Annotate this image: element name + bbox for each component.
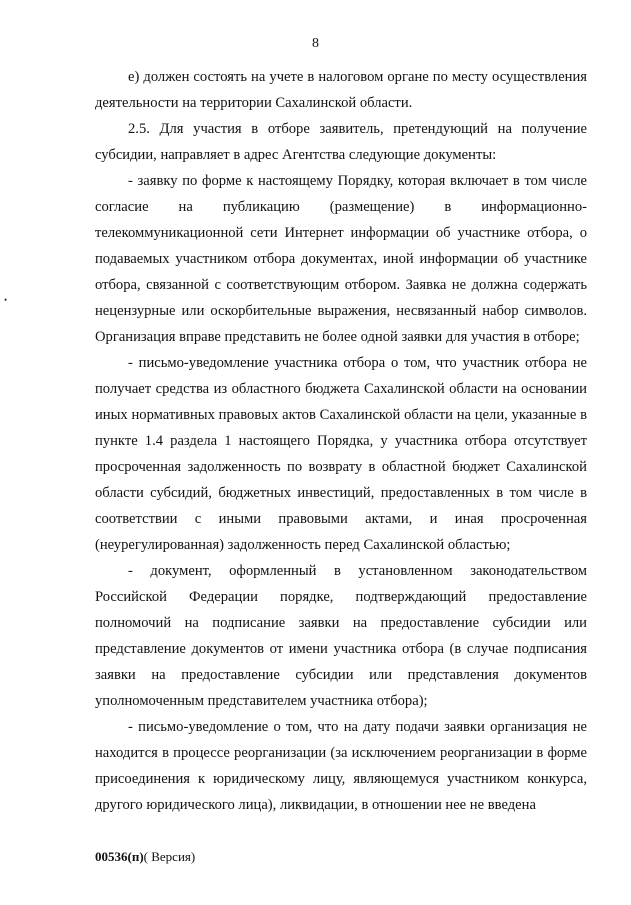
paragraph-reorganization-notice: - письмо-уведомление о том, что на дату подачи заявки организация не находится в процессе реорганизации (за исключением реорганизации в форме присоединения к юридическому лицу, являющемуся участником конкурса, другого юридического лица), ликвидации, в отношении нее не введена xyxy=(95,719,587,813)
paragraph-notice-letter: - письмо-уведомление участника отбора о том, что участник отбора не получает средства из областного бюджета Сахалинской области на основании иных нормативных правовых актов Сахалинской области на цели, указанные в пункте 1.4 раздела 1 настоящего Порядка, у участника отбора отсутствует просроченная задолженность по возврату в областной бюджет Сахалинской области субсидий, бюджетных инвестиций, предоставленных в том числе в соответствии с иными правовыми актами, и иная просроченная (неурегулированная) задолженность перед Сахалинской областью; xyxy=(95,355,587,553)
document-code: 00536(п) xyxy=(95,849,144,864)
document-version: ( Версия) xyxy=(143,849,196,864)
paragraph-section-2-5: 2.5. Для участия в отборе заявитель, претендующий на получение субсидии, направляет в адрес Агентства следующие документы: xyxy=(95,121,587,163)
paragraph-item-e: е) должен состоять на учете в налоговом органе по месту осуществления деятельности на территории Сахалинской области. xyxy=(95,69,587,111)
margin-mark: • xyxy=(4,295,8,305)
document-footer xyxy=(95,849,195,865)
paragraph-application-form: - заявку по форме к настоящему Порядку, которая включает в том числе согласие на публикацию (размещение) в информационно-телекоммуникационной сети Интернет информации об участнике отбора, о подаваемых участником отбора документах, иной информации об участнике отбора, связанной с соответствующим отбором. Заявка не должна содержать нецензурные или оскорбительные выражения, несвязанный набор символов. Организация вправе представить не более одной заявки для участия в отборе; xyxy=(95,173,587,345)
paragraph-authority-document: - документ, оформленный в установленном законодательством Российской Федерации порядке, подтверждающий предоставление полномочий на подписание заявки на предоставление субсидии или представление документов от имени участника отбора (в случае подписания заявки на предоставление субсидии или представления документов уполномоченным представителем участника отбора); xyxy=(95,563,587,709)
page-number: 8 xyxy=(312,36,319,51)
document-body xyxy=(95,64,587,818)
